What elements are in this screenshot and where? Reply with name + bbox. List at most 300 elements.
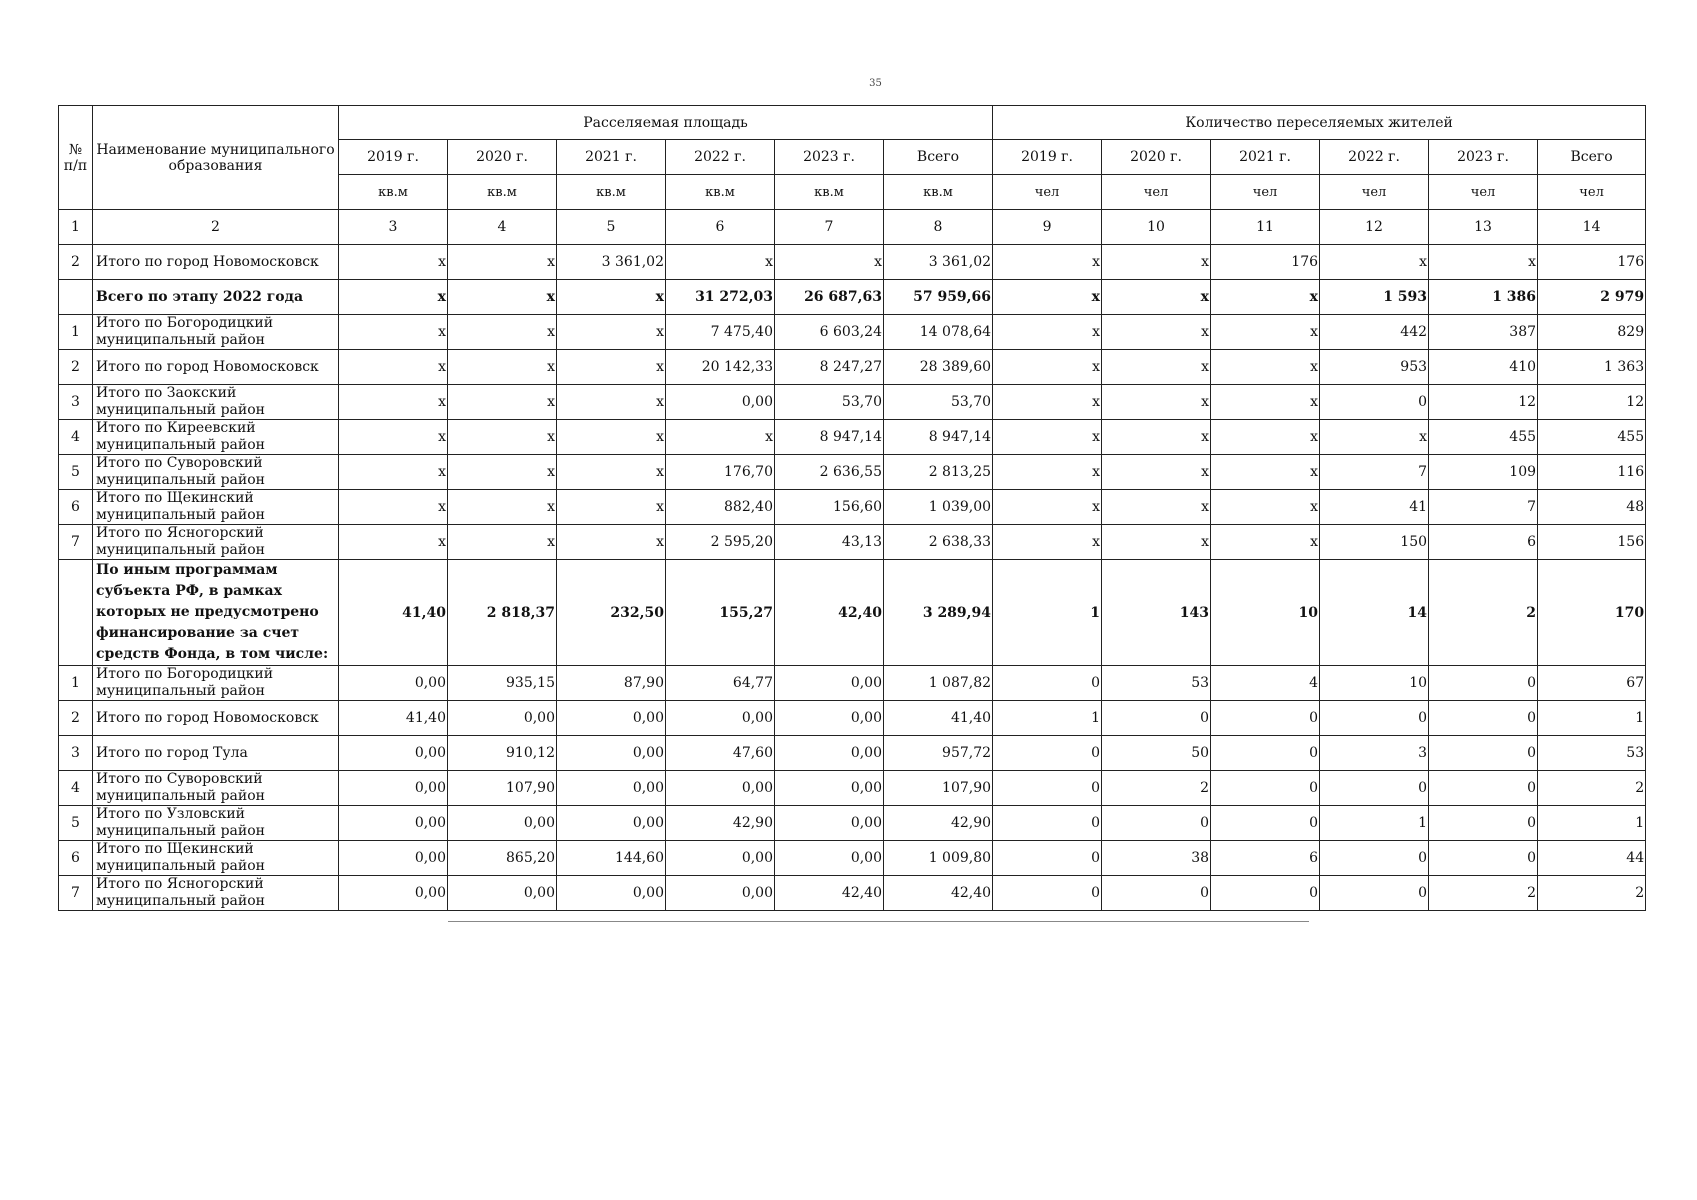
- area-value-cell: 8 247,27: [775, 350, 884, 385]
- header-residents-year: Всего: [1538, 140, 1646, 175]
- residents-value-cell: 410: [1429, 350, 1538, 385]
- residents-value-cell: х: [1102, 490, 1211, 525]
- residents-value-cell: 0: [1429, 806, 1538, 841]
- area-value-cell: х: [339, 490, 448, 525]
- residents-value-cell: 2: [1429, 560, 1538, 666]
- residents-value-cell: х: [1211, 420, 1320, 455]
- area-value-cell: х: [448, 280, 557, 315]
- area-value-cell: х: [448, 420, 557, 455]
- area-value-cell: 57 959,66: [884, 280, 993, 315]
- area-value-cell: 107,90: [884, 771, 993, 806]
- residents-value-cell: х: [993, 525, 1102, 560]
- area-value-cell: 42,40: [884, 876, 993, 911]
- header-column-number: 12: [1320, 210, 1429, 245]
- residents-value-cell: х: [993, 420, 1102, 455]
- area-value-cell: 0,00: [666, 841, 775, 876]
- area-value-cell: х: [339, 420, 448, 455]
- row-index: 2: [59, 245, 93, 280]
- header-column-number: 5: [557, 210, 666, 245]
- row-name: Итого по город Новомосковск: [93, 701, 339, 736]
- table-row: [59, 876, 1646, 911]
- row-index: 7: [59, 876, 93, 911]
- area-value-cell: х: [448, 490, 557, 525]
- area-value-cell: 41,40: [339, 560, 448, 666]
- area-value-cell: 20 142,33: [666, 350, 775, 385]
- header-column-number: 9: [993, 210, 1102, 245]
- table-row: [59, 666, 1646, 701]
- header-residents-unit: чел: [1320, 175, 1429, 210]
- residents-value-cell: 67: [1538, 666, 1646, 701]
- area-value-cell: х: [666, 245, 775, 280]
- area-value-cell: 3 361,02: [557, 245, 666, 280]
- row-index: 7: [59, 525, 93, 560]
- row-name: Итого по город Новомосковск: [93, 245, 339, 280]
- residents-value-cell: х: [993, 245, 1102, 280]
- area-value-cell: 47,60: [666, 736, 775, 771]
- residents-value-cell: х: [993, 490, 1102, 525]
- area-value-cell: 53,70: [775, 385, 884, 420]
- area-value-cell: х: [448, 315, 557, 350]
- residents-value-cell: 2: [1538, 876, 1646, 911]
- residents-value-cell: 12: [1429, 385, 1538, 420]
- row-name: Итого по Ясногорский муниципальный район: [93, 525, 339, 560]
- table-row: [59, 841, 1646, 876]
- area-value-cell: 155,27: [666, 560, 775, 666]
- area-value-cell: 0,00: [557, 806, 666, 841]
- header-area-year: Всего: [884, 140, 993, 175]
- area-value-cell: х: [339, 455, 448, 490]
- residents-value-cell: 170: [1538, 560, 1646, 666]
- residents-value-cell: х: [1102, 420, 1211, 455]
- table-row: [59, 420, 1646, 455]
- table-row: [59, 701, 1646, 736]
- row-name: Всего по этапу 2022 года: [93, 280, 339, 315]
- area-value-cell: х: [339, 245, 448, 280]
- area-value-cell: 935,15: [448, 666, 557, 701]
- row-index: 4: [59, 771, 93, 806]
- residents-value-cell: 1 593: [1320, 280, 1429, 315]
- header-row-column-numbers: [59, 210, 1646, 245]
- residents-value-cell: 1: [1320, 806, 1429, 841]
- residents-value-cell: х: [1102, 245, 1211, 280]
- residents-value-cell: 0: [1320, 701, 1429, 736]
- table-row: [59, 280, 1646, 315]
- residents-value-cell: 455: [1429, 420, 1538, 455]
- row-name: Итого по город Новомосковск: [93, 350, 339, 385]
- area-value-cell: х: [448, 350, 557, 385]
- header-column-number: 8: [884, 210, 993, 245]
- area-value-cell: 0,00: [775, 806, 884, 841]
- row-index: 2: [59, 350, 93, 385]
- table-row: [59, 736, 1646, 771]
- residents-value-cell: 0: [1320, 841, 1429, 876]
- area-value-cell: х: [666, 420, 775, 455]
- header-group-area: Расселяемая площадь: [339, 106, 993, 140]
- residents-value-cell: 48: [1538, 490, 1646, 525]
- header-residents-unit: чел: [1429, 175, 1538, 210]
- area-value-cell: 42,40: [775, 560, 884, 666]
- row-name: Итого по Узловский муниципальный район: [93, 806, 339, 841]
- residents-value-cell: х: [1211, 490, 1320, 525]
- table-row: [59, 525, 1646, 560]
- page-number: 35: [869, 78, 882, 89]
- row-name: Итого по город Тула: [93, 736, 339, 771]
- header-residents-year: 2019 г.: [993, 140, 1102, 175]
- residents-value-cell: 0: [1102, 806, 1211, 841]
- residents-value-cell: 2: [1102, 771, 1211, 806]
- header-column-number: 6: [666, 210, 775, 245]
- residents-value-cell: х: [993, 385, 1102, 420]
- residents-value-cell: 0: [1429, 771, 1538, 806]
- area-value-cell: 0,00: [775, 666, 884, 701]
- row-name: Итого по Богородицкий муниципальный район: [93, 315, 339, 350]
- area-value-cell: 42,90: [666, 806, 775, 841]
- area-value-cell: х: [448, 245, 557, 280]
- row-name: Итого по Заокский муниципальный район: [93, 385, 339, 420]
- header-column-number: 14: [1538, 210, 1646, 245]
- area-value-cell: х: [339, 315, 448, 350]
- residents-value-cell: 0: [1429, 701, 1538, 736]
- area-value-cell: 2 818,37: [448, 560, 557, 666]
- row-name: Итого по Ясногорский муниципальный район: [93, 876, 339, 911]
- area-value-cell: 0,00: [775, 701, 884, 736]
- header-residents-year: 2021 г.: [1211, 140, 1320, 175]
- row-index: [59, 560, 93, 666]
- row-index: 1: [59, 666, 93, 701]
- area-value-cell: 0,00: [557, 701, 666, 736]
- area-value-cell: 0,00: [448, 701, 557, 736]
- header-area-unit: кв.м: [448, 175, 557, 210]
- residents-value-cell: х: [993, 280, 1102, 315]
- area-value-cell: 28 389,60: [884, 350, 993, 385]
- residents-value-cell: 38: [1102, 841, 1211, 876]
- row-index: 5: [59, 806, 93, 841]
- residents-value-cell: х: [1211, 385, 1320, 420]
- area-value-cell: 865,20: [448, 841, 557, 876]
- row-name: Итого по Щекинский муниципальный район: [93, 490, 339, 525]
- area-value-cell: 31 272,03: [666, 280, 775, 315]
- area-value-cell: х: [339, 385, 448, 420]
- area-value-cell: х: [557, 455, 666, 490]
- area-value-cell: х: [557, 315, 666, 350]
- header-residents-year: 2023 г.: [1429, 140, 1538, 175]
- row-index: 6: [59, 841, 93, 876]
- residents-value-cell: 7: [1320, 455, 1429, 490]
- header-column-number: 3: [339, 210, 448, 245]
- area-value-cell: 6 603,24: [775, 315, 884, 350]
- table-row: [59, 245, 1646, 280]
- residents-value-cell: х: [993, 315, 1102, 350]
- area-value-cell: х: [557, 350, 666, 385]
- header-residents-unit: чел: [993, 175, 1102, 210]
- header-col-name: Наименование муниципального образования: [93, 106, 339, 210]
- header-residents-year: 2020 г.: [1102, 140, 1211, 175]
- area-value-cell: 8 947,14: [775, 420, 884, 455]
- area-value-cell: 0,00: [557, 771, 666, 806]
- residents-value-cell: 3: [1320, 736, 1429, 771]
- area-value-cell: 957,72: [884, 736, 993, 771]
- residents-value-cell: 0: [1429, 666, 1538, 701]
- header-residents-unit: чел: [1211, 175, 1320, 210]
- residents-value-cell: х: [1102, 525, 1211, 560]
- header-column-number: 11: [1211, 210, 1320, 245]
- area-value-cell: 0,00: [557, 876, 666, 911]
- area-value-cell: 0,00: [557, 736, 666, 771]
- header-group-residents: Количество переселяемых жителей: [993, 106, 1646, 140]
- residents-value-cell: 1: [1538, 806, 1646, 841]
- residents-value-cell: х: [1102, 280, 1211, 315]
- row-name: По иным программам субъекта РФ, в рамках которых не предусмотрено финансирование за счет средств Фонда, в том числе:: [93, 560, 339, 666]
- residents-value-cell: 1 363: [1538, 350, 1646, 385]
- residents-value-cell: х: [1429, 245, 1538, 280]
- table-row: [59, 315, 1646, 350]
- residents-value-cell: х: [1320, 245, 1429, 280]
- area-value-cell: х: [448, 385, 557, 420]
- area-value-cell: 2 638,33: [884, 525, 993, 560]
- area-value-cell: 64,77: [666, 666, 775, 701]
- residents-value-cell: 53: [1102, 666, 1211, 701]
- header-column-number: 13: [1429, 210, 1538, 245]
- area-value-cell: х: [339, 525, 448, 560]
- residents-value-cell: 953: [1320, 350, 1429, 385]
- table-row: [59, 490, 1646, 525]
- area-value-cell: 42,90: [884, 806, 993, 841]
- area-value-cell: 156,60: [775, 490, 884, 525]
- residents-value-cell: 176: [1538, 245, 1646, 280]
- residents-value-cell: х: [993, 350, 1102, 385]
- area-value-cell: 2 813,25: [884, 455, 993, 490]
- area-value-cell: х: [557, 420, 666, 455]
- area-value-cell: 7 475,40: [666, 315, 775, 350]
- area-value-cell: х: [448, 525, 557, 560]
- residents-value-cell: 0: [1429, 736, 1538, 771]
- residents-value-cell: 4: [1211, 666, 1320, 701]
- residents-value-cell: 156: [1538, 525, 1646, 560]
- area-value-cell: 1 009,80: [884, 841, 993, 876]
- residents-value-cell: 6: [1211, 841, 1320, 876]
- area-value-cell: 0,00: [448, 876, 557, 911]
- table-row: [59, 560, 1646, 666]
- residents-value-cell: 0: [1102, 701, 1211, 736]
- area-value-cell: х: [557, 280, 666, 315]
- area-value-cell: х: [775, 245, 884, 280]
- area-value-cell: 232,50: [557, 560, 666, 666]
- row-index: 3: [59, 736, 93, 771]
- row-index: 6: [59, 490, 93, 525]
- area-value-cell: х: [339, 280, 448, 315]
- residents-value-cell: 0: [1102, 876, 1211, 911]
- area-value-cell: 0,00: [448, 806, 557, 841]
- residents-value-cell: 0: [1320, 876, 1429, 911]
- area-value-cell: 2 595,20: [666, 525, 775, 560]
- header-area-year: 2022 г.: [666, 140, 775, 175]
- header-area-year: 2019 г.: [339, 140, 448, 175]
- residents-value-cell: 1: [993, 701, 1102, 736]
- area-value-cell: 882,40: [666, 490, 775, 525]
- area-value-cell: 0,00: [339, 771, 448, 806]
- residents-value-cell: 10: [1211, 560, 1320, 666]
- residents-value-cell: 0: [1211, 736, 1320, 771]
- residents-value-cell: 0: [1429, 841, 1538, 876]
- residents-value-cell: 0: [1211, 876, 1320, 911]
- residents-value-cell: 442: [1320, 315, 1429, 350]
- header-area-unit: кв.м: [775, 175, 884, 210]
- area-value-cell: х: [339, 350, 448, 385]
- residents-value-cell: 2: [1429, 876, 1538, 911]
- row-index: 4: [59, 420, 93, 455]
- residents-value-cell: 0: [993, 806, 1102, 841]
- residents-value-cell: 2 979: [1538, 280, 1646, 315]
- residents-value-cell: х: [1211, 280, 1320, 315]
- residents-value-cell: 10: [1320, 666, 1429, 701]
- area-value-cell: 87,90: [557, 666, 666, 701]
- residents-value-cell: х: [1102, 350, 1211, 385]
- residents-value-cell: 44: [1538, 841, 1646, 876]
- footer-rule: [448, 921, 1309, 922]
- area-value-cell: 14 078,64: [884, 315, 993, 350]
- area-value-cell: 107,90: [448, 771, 557, 806]
- row-index: 5: [59, 455, 93, 490]
- header-area-unit: кв.м: [557, 175, 666, 210]
- area-value-cell: 176,70: [666, 455, 775, 490]
- row-name: Итого по Богородицкий муниципальный район: [93, 666, 339, 701]
- header-area-year: 2020 г.: [448, 140, 557, 175]
- header-column-number: 4: [448, 210, 557, 245]
- header-residents-unit: чел: [1538, 175, 1646, 210]
- residents-value-cell: 176: [1211, 245, 1320, 280]
- area-value-cell: 0,00: [666, 385, 775, 420]
- residents-value-cell: х: [1211, 525, 1320, 560]
- residents-value-cell: 150: [1320, 525, 1429, 560]
- area-value-cell: 144,60: [557, 841, 666, 876]
- area-value-cell: 0,00: [339, 736, 448, 771]
- residents-value-cell: х: [1211, 350, 1320, 385]
- residents-value-cell: 2: [1538, 771, 1646, 806]
- row-name: Итого по Щекинский муниципальный район: [93, 841, 339, 876]
- area-value-cell: х: [448, 455, 557, 490]
- header-area-year: 2023 г.: [775, 140, 884, 175]
- residents-value-cell: х: [1102, 315, 1211, 350]
- residents-value-cell: 53: [1538, 736, 1646, 771]
- area-value-cell: 0,00: [775, 841, 884, 876]
- area-value-cell: х: [557, 490, 666, 525]
- residents-value-cell: 829: [1538, 315, 1646, 350]
- residents-value-cell: х: [993, 455, 1102, 490]
- table-row: [59, 455, 1646, 490]
- area-value-cell: 53,70: [884, 385, 993, 420]
- header-column-number: 10: [1102, 210, 1211, 245]
- area-value-cell: 43,13: [775, 525, 884, 560]
- row-index: 3: [59, 385, 93, 420]
- residents-value-cell: 0: [993, 666, 1102, 701]
- residents-value-cell: х: [1320, 420, 1429, 455]
- area-value-cell: 0,00: [339, 806, 448, 841]
- area-value-cell: 0,00: [339, 666, 448, 701]
- header-area-unit: кв.м: [884, 175, 993, 210]
- area-value-cell: 2 636,55: [775, 455, 884, 490]
- residents-value-cell: х: [1211, 315, 1320, 350]
- table-row: [59, 771, 1646, 806]
- header-area-unit: кв.м: [339, 175, 448, 210]
- area-value-cell: 1 039,00: [884, 490, 993, 525]
- residents-value-cell: 7: [1429, 490, 1538, 525]
- residents-value-cell: 0: [1320, 385, 1429, 420]
- residents-value-cell: 109: [1429, 455, 1538, 490]
- residents-value-cell: х: [1211, 455, 1320, 490]
- residents-value-cell: 0: [1320, 771, 1429, 806]
- header-column-number: 7: [775, 210, 884, 245]
- header-residents-unit: чел: [1102, 175, 1211, 210]
- residents-value-cell: 6: [1429, 525, 1538, 560]
- area-value-cell: х: [557, 525, 666, 560]
- residents-value-cell: 0: [1211, 771, 1320, 806]
- residents-value-cell: 0: [993, 736, 1102, 771]
- area-value-cell: 26 687,63: [775, 280, 884, 315]
- area-value-cell: 41,40: [884, 701, 993, 736]
- header-area-unit: кв.м: [666, 175, 775, 210]
- residents-value-cell: х: [1102, 385, 1211, 420]
- residents-value-cell: 1: [993, 560, 1102, 666]
- area-value-cell: 0,00: [666, 701, 775, 736]
- area-value-cell: 0,00: [775, 736, 884, 771]
- row-name: Итого по Киреевский муниципальный район: [93, 420, 339, 455]
- residents-value-cell: 1 386: [1429, 280, 1538, 315]
- header-row-groups: [59, 106, 1646, 140]
- area-value-cell: 3 289,94: [884, 560, 993, 666]
- residents-value-cell: 387: [1429, 315, 1538, 350]
- area-value-cell: 0,00: [775, 771, 884, 806]
- table-row: [59, 385, 1646, 420]
- table-row: [59, 350, 1646, 385]
- residents-value-cell: 0: [993, 876, 1102, 911]
- header-residents-year: 2022 г.: [1320, 140, 1429, 175]
- area-value-cell: 41,40: [339, 701, 448, 736]
- header-column-number: 2: [93, 210, 339, 245]
- area-value-cell: 42,40: [775, 876, 884, 911]
- area-value-cell: 0,00: [339, 841, 448, 876]
- table-row: [59, 806, 1646, 841]
- residents-value-cell: 0: [993, 841, 1102, 876]
- header-col-num: № п/п: [59, 106, 93, 210]
- residents-value-cell: 455: [1538, 420, 1646, 455]
- resettlement-table: [58, 105, 1646, 911]
- residents-value-cell: 0: [1211, 806, 1320, 841]
- residents-value-cell: 50: [1102, 736, 1211, 771]
- row-index: 1: [59, 315, 93, 350]
- residents-value-cell: 116: [1538, 455, 1646, 490]
- residents-value-cell: 14: [1320, 560, 1429, 666]
- header-column-number: 1: [59, 210, 93, 245]
- row-name: Итого по Суворовский муниципальный район: [93, 455, 339, 490]
- residents-value-cell: х: [1102, 455, 1211, 490]
- area-value-cell: 0,00: [666, 876, 775, 911]
- area-value-cell: 8 947,14: [884, 420, 993, 455]
- area-value-cell: 910,12: [448, 736, 557, 771]
- residents-value-cell: 143: [1102, 560, 1211, 666]
- residents-value-cell: 41: [1320, 490, 1429, 525]
- residents-value-cell: 0: [993, 771, 1102, 806]
- area-value-cell: 1 087,82: [884, 666, 993, 701]
- area-value-cell: х: [557, 385, 666, 420]
- row-index: 2: [59, 701, 93, 736]
- row-index: [59, 280, 93, 315]
- area-value-cell: 0,00: [339, 876, 448, 911]
- area-value-cell: 0,00: [666, 771, 775, 806]
- residents-value-cell: 1: [1538, 701, 1646, 736]
- residents-value-cell: 12: [1538, 385, 1646, 420]
- header-area-year: 2021 г.: [557, 140, 666, 175]
- residents-value-cell: 0: [1211, 701, 1320, 736]
